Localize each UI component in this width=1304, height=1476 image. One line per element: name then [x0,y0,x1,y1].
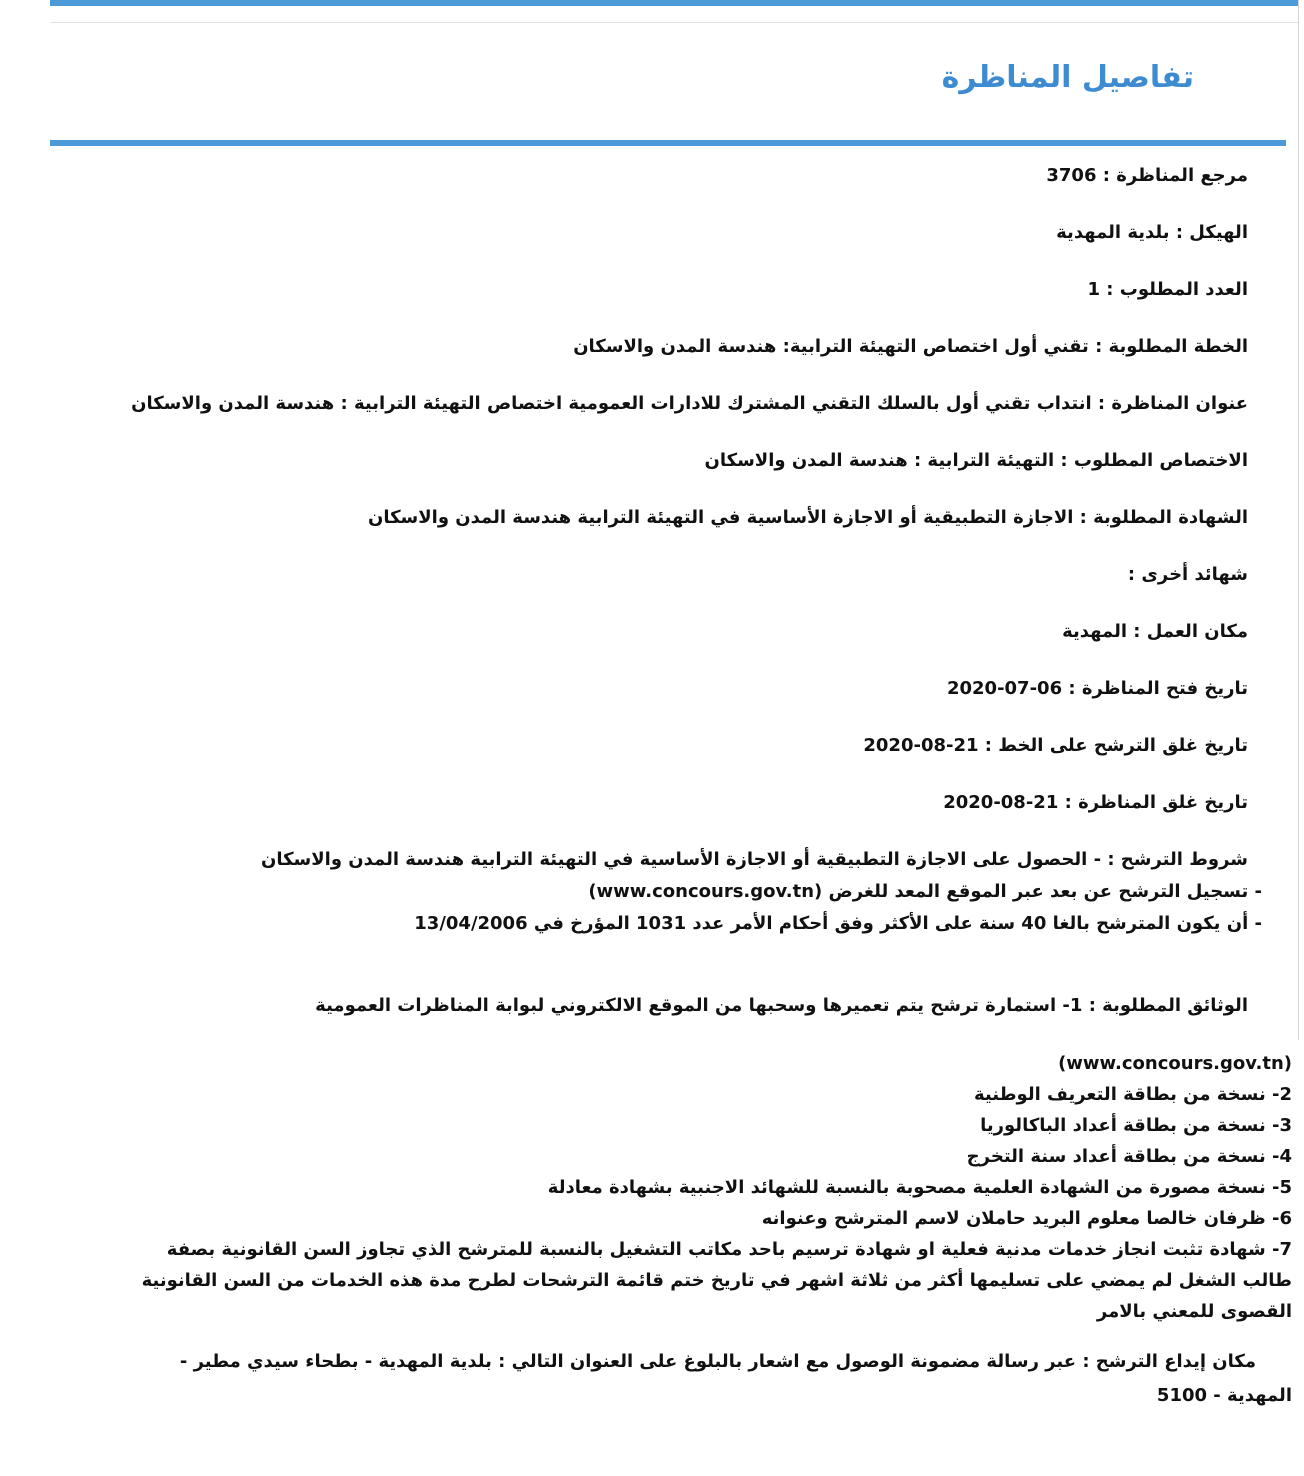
field-value: 2020-07-06 [946,678,1063,699]
field-label: شروط الترشح : [1107,849,1248,870]
field-value: عبر رسالة مضمونة الوصول مع اشعار بالبلوغ على العنوان التالي : بلدية المهدية - بطحاء سيدي مطير - المهدية - 5100 [179,1351,1292,1406]
field-deposit [152,1345,1292,1413]
field-plan [118,331,1248,363]
field-value: 1 [1087,279,1100,300]
field-value: التهيئة الترابية : هندسة المدن والاسكان [704,450,1055,471]
field-label: الشهادة المطلوبة : [1079,507,1248,528]
field-label: مرجع المناظرة : [1102,165,1248,186]
field-label: عنوان المناظرة : [1097,393,1248,414]
field-documents [118,990,1248,1022]
field-title [118,388,1284,420]
field-label: العدد المطلوب : [1106,279,1248,300]
field-label: تاريخ غلق المناظرة : [1064,792,1248,813]
field-online-close-date [118,730,1248,762]
field-other-degrees [118,559,1248,591]
field-count [118,274,1248,306]
header-divider [50,22,1298,23]
document-item: 3- نسخة من بطاقة أعداد الباكالوريا [980,1115,1292,1136]
competition-details [118,160,1262,940]
field-conditions [118,844,1262,940]
documents-list [122,1048,1292,1327]
field-label: الخطة المطلوبة : [1095,336,1248,357]
field-value: انتداب تقني أول بالسلك التقني المشترك للادارات العمومية اختصاص التهيئة الترابية : هندسة المدن والاسكان [131,393,1092,414]
document-first: 1- استمارة ترشح يتم تعميرها وسحبها من الموقع الالكتروني لبوابة المناظرات العمومية [315,995,1083,1016]
field-value: 2020-08-21 [863,735,979,756]
field-label: تاريخ غلق الترشح على الخط : [984,735,1248,756]
document-item: 6- ظرفان خالصا معلوم البريد حاملان لاسم المترشح وعنوانه [761,1208,1292,1229]
field-specialty [118,445,1248,477]
field-close-date [118,787,1248,819]
field-label: الوثائق المطلوبة : [1088,995,1248,1016]
field-label: تاريخ فتح المناظرة : [1068,678,1248,699]
field-value: المهدية [1062,621,1128,642]
field-value: الاجازة التطبيقية أو الاجازة الأساسية في التهيئة الترابية هندسة المدن والاسكان [367,507,1074,528]
document-item: 7- شهادة تثبت انجاز خدمات مدنية فعلية او شهادة ترسيم باحد مكاتب التشغيل بالنسبة للمترشح الذي تجاوز السن القانونية بصفة طالب الشغل لم يمضي على تسليمها أكثر من ثلاثة اشهر في تاريخ ختم قائمة الترشحات لطرح مدة هذه الخدمات من السن القانونية القصوى للمعني بالامر [141,1239,1292,1322]
field-structure [118,217,1248,249]
document-item: 5- نسخة مصورة من الشهادة العلمية مصحوبة بالنسبة للشهائد الاجنبية بشهادة معادلة [547,1177,1292,1198]
document-item: 4- نسخة من بطاقة أعداد سنة التخرج [966,1146,1292,1167]
top-accent-bar [50,0,1298,6]
field-value: 3706 [1046,165,1097,186]
document-site: (www.concours.gov.tn) [1058,1053,1292,1074]
title-underline [50,140,1286,146]
field-label: الهيكل : [1175,222,1248,243]
field-degree [118,502,1248,534]
document-item: 2- نسخة من بطاقة التعريف الوطنية [973,1084,1292,1105]
page-title: تفاصيل المناظرة [941,60,1194,95]
field-value: تقني أول اختصاص التهيئة الترابية: هندسة المدن والاسكان [573,336,1089,357]
field-workplace [118,616,1248,648]
condition-first: - الحصول على الاجازة التطبيقية أو الاجازة الأساسية في التهيئة الترابية هندسة المدن والاسكان [260,849,1102,870]
field-label: الاختصاص المطلوب : [1060,450,1248,471]
field-value: 2020-08-21 [943,792,1059,813]
field-reference [118,160,1248,192]
field-value: بلدية المهدية [1056,222,1170,243]
condition-item: - تسجيل الترشح عن بعد عبر الموقع المعد للغرض (www.concours.gov.tn) [588,881,1262,902]
condition-item: - أن يكون المترشح بالغا 40 سنة على الأكثر وفق أحكام الأمر عدد 1031 المؤرخ في 13/04/2006 [414,913,1262,934]
panel-border [1298,0,1299,1040]
field-label: شهائد أخرى : [1127,564,1248,585]
field-open-date [118,673,1248,705]
field-label: مكان العمل : [1133,621,1248,642]
field-label: مكان إيداع الترشح : [1082,1351,1256,1372]
